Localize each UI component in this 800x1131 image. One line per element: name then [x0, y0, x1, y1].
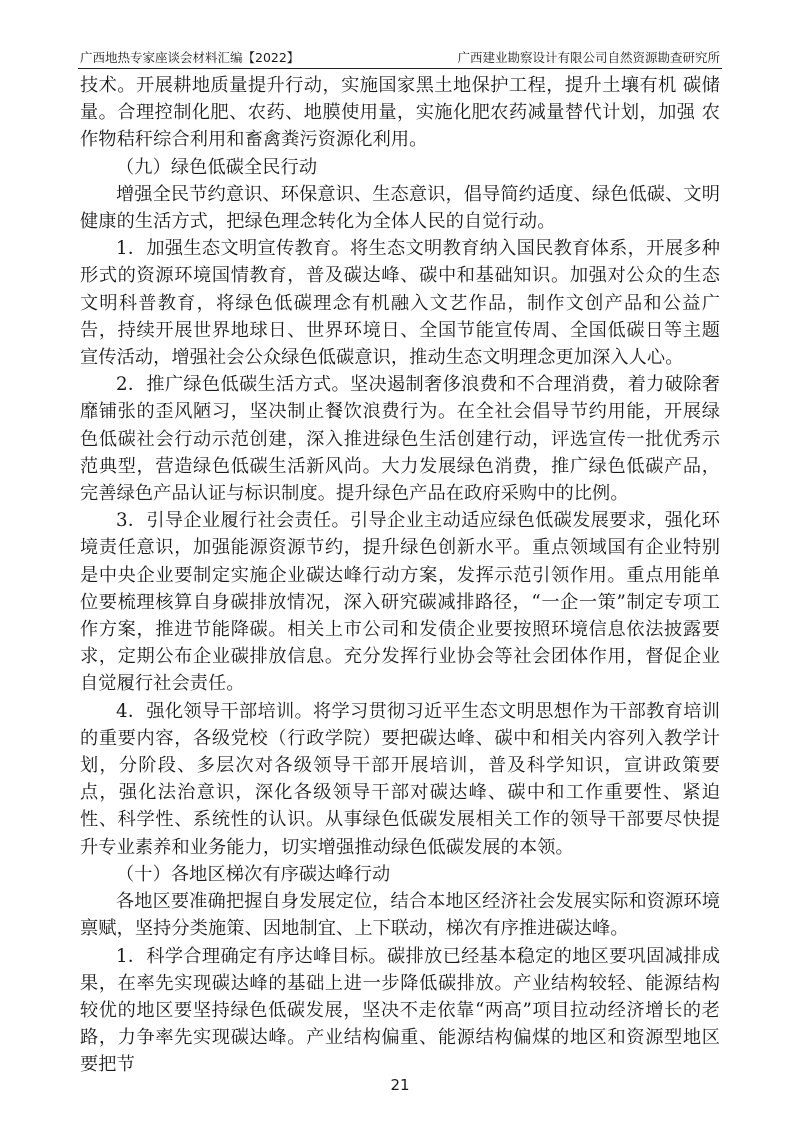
section-heading-9: （九）绿色低碳全民行动 — [116, 156, 318, 178]
paragraph-item-10-1: 1．科学合理确定有序达峰目标。碳排放已经基本稳定的地区要巩固减排成果，在率先实现碳达峰的基础上进一步降低碳排放。产业结构较轻、能源结构较优的地区要坚持绿色低碳发展，坚决不走依靠“两高”项目拉动经济增长的老路，力争率先实现碳达峰。产业结构偏重、能源结构偏煤的地区和资源型地区要把节 — [80, 945, 720, 1076]
header-left-title: 广西地热专家座谈会材料汇编【2022】 — [80, 50, 300, 65]
paragraph-item-9-4: 4．强化领导干部培训。将学习贯彻习近平生态文明思想作为干部教育培训的重要内容，各级党校（行政学院）要把碳达峰、碳中和相关内容列入教学计划，分阶段、多层次对各级领导干部开展培训，普及科学知识，宣讲政策要点，强化法治意识，深化各级领导干部对碳达峰、碳中和工作重要性、紧迫性、科学性、系统性的认识。从事绿色低碳发展相关工作的领导干部要尽快提升专业素养和业务能力，切实增强推动绿色低碳发展的本领。 — [80, 700, 720, 858]
page-number: 21 — [390, 1076, 410, 1094]
header-right-organization: 广西建业勘察设计有限公司自然资源勘查研究所 — [457, 50, 720, 65]
paragraph-item-9-1: 1．加强生态文明宣传教育。将生态文明教育纳入国民教育体系，开展多种形式的资源环境国情教育，普及碳达峰、碳中和基础知识。加强对公众的生态文明科普教育，将绿色低碳理念有机融入文艺作品，制作文创产品和公益广告，持续开展世界地球日、世界环境日、全国节能宣传周、全国低碳日等主题宣传活动，增强社会公众绿色低碳意识，推动生态文明理念更加深入人心。 — [80, 238, 720, 369]
paragraph-item-9-3: 3．引导企业履行社会责任。引导企业主动适应绿色低碳发展要求，强化环境责任意识，加强能源资源节约，提升绿色创新水平。重点领域国有企业特别是中央企业要制定实施企业碳达峰行动方案，发挥示范引领作用。重点用能单位要梳理核算自身碳排放情况，深入研究碳减排路径，“一企一策”制定专项工作方案，推进节能降碳。相关上市公司和发债企业要按照环境信息依法披露要求，定期公布企业碳排放信息。充分发挥行业协会等社会团体作用，督促企业自觉履行社会责任。 — [80, 510, 720, 695]
paragraph-item-9-2: 2．推广绿色低碳生活方式。坚决遏制奢侈浪费和不合理消费，着力破除奢靡铺张的歪风陋习，坚决制止餐饮浪费行为。在全社会倡导节约用能，开展绿色低碳社会行动示范创建，深入推进绿色生活创建行动，评选宣传一批优秀示范典型，营造绿色低碳生活新风尚。大力发展绿色消费，推广绿色低碳产品，完善绿色产品认证与标识制度。提升绿色产品在政府采购中的比例。 — [80, 374, 720, 505]
paragraph-continuation: 技术。开展耕地质量提升行动，实施国家黑土地保护工程，提升土壤有机 碳储量。合理控制化肥、农药、地膜使用量，实施化肥农药减量替代计划，加强 农作物秸秆综合利用和畜禽粪污资源化利用。 — [80, 75, 720, 151]
document-body — [80, 72, 720, 1079]
paragraph-intro-9: 增强全民节约意识、环保意识、生态意识，倡导简约适度、绿色低碳、文明健康的生活方式，把绿色理念转化为全体人民的自觉行动。 — [80, 183, 720, 233]
paragraph-intro-10: 各地区要准确把握自身发展定位，结合本地区经济社会发展实际和资源环境禀赋，坚持分类施策、因地制宜、上下联动，梯次有序推进碳达峰。 — [80, 891, 720, 940]
page-header — [78, 44, 722, 69]
section-heading-10: （十）各地区梯次有序碳达峰行动 — [116, 863, 391, 885]
